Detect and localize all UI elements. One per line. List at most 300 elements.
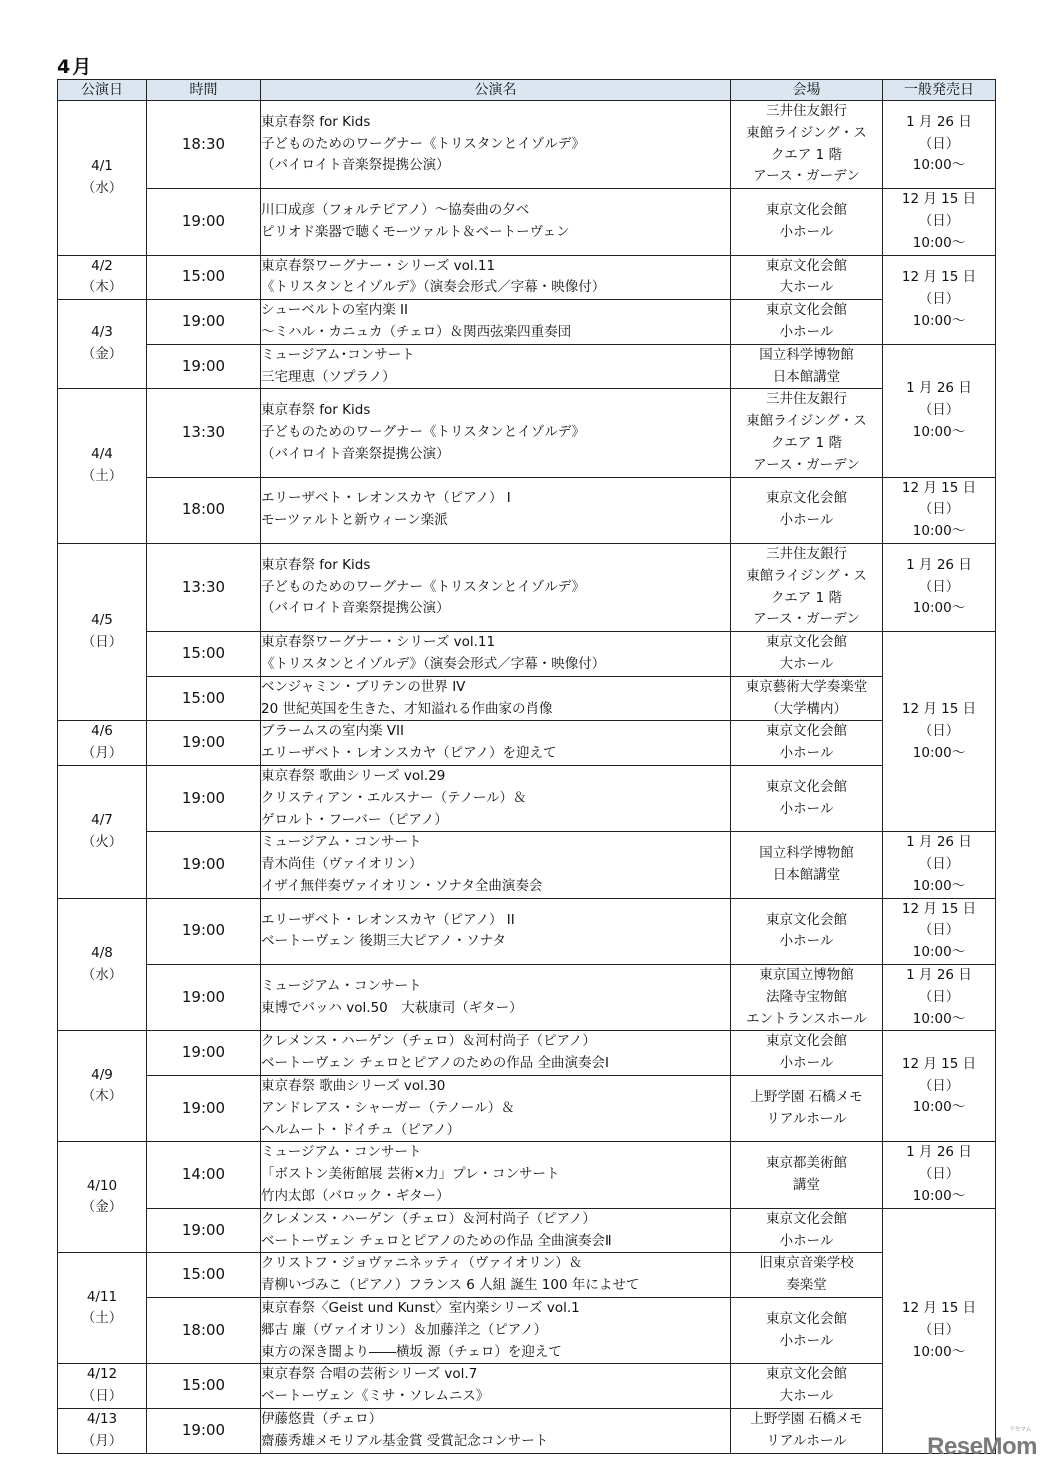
table-row <box>58 898 996 964</box>
venue-line: リアルホール <box>766 1110 847 1127</box>
table-row <box>58 255 996 300</box>
venue <box>731 189 883 255</box>
venue-line: 東京文化会館 <box>766 911 847 928</box>
venue <box>731 1253 883 1298</box>
performance-title <box>261 344 731 389</box>
venue-line: 小ホール <box>779 745 834 762</box>
venue-line: 国立科学博物館 <box>759 845 854 862</box>
performance-title-line: 20 世紀英国を生きた、才知溢れる作曲家の肖像 <box>261 700 553 717</box>
venue-line: リアルホール <box>766 1432 847 1449</box>
venue-line: 東京文化会館 <box>766 723 847 740</box>
performance-title-line: 伊藤悠貴（チェロ） <box>261 1411 383 1428</box>
performance-title <box>261 1208 731 1253</box>
venue <box>731 721 883 766</box>
performance-title <box>261 765 731 831</box>
venue <box>731 1142 883 1208</box>
performance-time: 19:00 <box>147 1031 261 1076</box>
performance-title-line: 子どものためのワーグナー《トリスタンとイゾルデ》 <box>261 424 585 441</box>
venue-line: 東京文化会館 <box>766 1310 847 1327</box>
general-sale-date-line: 1 月 26 日 <box>906 834 972 851</box>
general-sale-date-line: 12 月 15 日 <box>901 191 977 208</box>
venue-line: アース・ガーデン <box>753 611 860 628</box>
performance-time: 19:00 <box>147 965 261 1031</box>
venue-line: 小ホール <box>779 323 834 340</box>
performance-title-line: ベートーヴェン チェロとピアノのための作品 全曲演奏会Ⅱ <box>261 1232 612 1249</box>
performance-date-line: 4/6 <box>91 723 113 740</box>
performance-title-line: 東方の深き闇より――横坂 源（チェロ）を迎えて <box>261 1343 562 1360</box>
performance-title-line: 《トリスタンとイゾルデ》（演奏会形式／字幕・映像付） <box>261 655 606 672</box>
performance-title-line: クリスティアン・エルスナー（テノール）＆ <box>261 789 527 806</box>
venue <box>731 765 883 831</box>
venue-line: 小ホール <box>779 1055 834 1072</box>
performance-title-line: 竹内太郎（バロック・ギター） <box>261 1188 450 1205</box>
performance-date <box>58 101 147 256</box>
general-sale-date-line: 10:00～ <box>912 744 966 761</box>
general-sale-date-line: 10:00～ <box>912 1188 966 1205</box>
performance-title-line: アンドレアス・シャーガー（テノール）＆ <box>261 1099 515 1116</box>
table-row <box>58 1364 996 1409</box>
venue-line: 東京国立博物館 <box>759 967 854 984</box>
performance-title-line: 東京春祭 for Kids <box>261 113 371 130</box>
venue <box>731 1298 883 1364</box>
general-sale-date-line: 12 月 15 日 <box>901 701 977 718</box>
general-sale-date-line: 12 月 15 日 <box>901 1055 977 1072</box>
venue <box>731 300 883 345</box>
venue-line: 上野学園 石橋メモ <box>750 1088 863 1105</box>
header-row <box>58 80 996 101</box>
performance-time: 15:00 <box>147 632 261 677</box>
performance-title-line: 「ボストン美術館展 芸術×力」プレ・コンサート <box>261 1166 560 1183</box>
general-sale-date-line: （日） <box>918 1077 960 1094</box>
table-row <box>58 300 996 345</box>
venue-line: 東館ライジング・ス <box>746 413 867 430</box>
table-row <box>58 1076 996 1142</box>
performance-date-line: （土） <box>81 468 123 485</box>
venue-line: 三井住友銀行 <box>766 391 847 408</box>
performance-title-line: ゲロルト・フーバー（ピアノ） <box>261 811 448 828</box>
general-sale-date <box>883 632 996 832</box>
performance-title-line: 東京春祭ワーグナー・シリーズ vol.11 <box>261 634 496 651</box>
venue-line: 東館ライジング・ス <box>746 567 867 584</box>
performance-date <box>58 898 147 1031</box>
venue-line: 東京文化会館 <box>766 1210 847 1227</box>
table-row <box>58 101 996 189</box>
performance-title-line: 川口成彦（フォルテピアノ）～協奏曲の夕べ <box>261 202 530 219</box>
table-row <box>58 965 996 1031</box>
performance-date-line: 4/3 <box>91 324 113 341</box>
venue-line: 上野学園 石橋メモ <box>750 1411 863 1428</box>
venue-line: 大ホール <box>779 279 834 296</box>
general-sale-date-line: （日） <box>918 290 960 307</box>
venue-line: クエア 1 階 <box>771 146 842 163</box>
performance-title <box>261 1409 731 1454</box>
venue-line: 小ホール <box>779 933 834 950</box>
performance-date-line: （金） <box>81 346 123 363</box>
general-sale-date-line: 12 月 15 日 <box>901 1300 977 1317</box>
performance-title-line: （バイロイト音楽祭提携公演） <box>261 157 450 174</box>
performance-title <box>261 543 731 631</box>
venue-line: クエア 1 階 <box>771 589 842 606</box>
performance-date <box>58 300 147 389</box>
performance-title <box>261 832 731 898</box>
general-sale-date <box>883 101 996 189</box>
performance-time: 18:30 <box>147 101 261 189</box>
performance-title-line: 子どものためのワーグナー《トリスタンとイゾルデ》 <box>261 578 585 595</box>
table-row <box>58 1253 996 1298</box>
general-sale-date <box>883 344 996 477</box>
venue-line: 小ホール <box>779 800 834 817</box>
general-sale-date-line: （日） <box>918 856 960 873</box>
performance-date-line: 4/2 <box>91 257 113 274</box>
venue-line: 日本館講堂 <box>772 866 841 883</box>
general-sale-date-line: 10:00～ <box>912 157 966 174</box>
logo-ruby: リセマム <box>1009 1427 1031 1433</box>
general-sale-date-line: （日） <box>918 135 960 152</box>
venue-line: 小ホール <box>779 1332 834 1349</box>
performance-title-line: ベートーヴェン チェロとピアノのための作品 全曲演奏会Ⅰ <box>261 1055 610 1072</box>
general-sale-date-line: （日） <box>918 212 960 229</box>
general-sale-date <box>883 543 996 631</box>
performance-title-line: 東京春祭ワーグナー・シリーズ vol.11 <box>261 257 496 274</box>
venue <box>731 1076 883 1142</box>
performance-time: 19:00 <box>147 344 261 389</box>
venue-line: 三井住友銀行 <box>766 103 847 119</box>
performance-title-line: 東京春祭 for Kids <box>261 402 371 419</box>
performance-date-line: （火） <box>81 833 123 850</box>
table-row <box>58 477 996 543</box>
venue <box>731 676 883 721</box>
venue <box>731 1409 883 1454</box>
general-sale-date-line: 10:00～ <box>912 877 966 894</box>
venue-line: 奏楽堂 <box>786 1277 827 1294</box>
performance-title-line: モーツァルトと新ウィーン楽派 <box>261 512 448 529</box>
performance-title-line: 東京春祭 歌曲シリーズ vol.30 <box>261 1078 446 1095</box>
general-sale-date-line: 10:00～ <box>912 523 966 540</box>
general-sale-date-line: （日） <box>918 722 960 739</box>
table-header <box>58 80 996 101</box>
venue-line: アース・ガーデン <box>753 168 860 185</box>
table-row <box>58 1298 996 1364</box>
performance-date-line: 4/4 <box>91 446 113 463</box>
performance-title-line: 東京春祭 for Kids <box>261 556 371 573</box>
venue-line: 東京都美術館 <box>766 1155 847 1172</box>
performance-title-line: （バイロイト音楽祭提携公演） <box>261 445 450 462</box>
performance-title <box>261 965 731 1031</box>
performance-title <box>261 255 731 300</box>
performance-date-line: （日） <box>81 1388 123 1405</box>
performance-title <box>261 477 731 543</box>
performance-time: 19:00 <box>147 765 261 831</box>
table-row <box>58 1031 996 1076</box>
resemom-logo <box>927 1427 1037 1461</box>
performance-date-line: 4/9 <box>91 1066 113 1083</box>
performance-time: 18:00 <box>147 477 261 543</box>
general-sale-date-line: 12 月 15 日 <box>901 268 977 285</box>
performance-time: 19:00 <box>147 1208 261 1253</box>
performance-title-line: クリストフ・ジョヴァニネッティ（ヴァイオリン）＆ <box>261 1255 583 1272</box>
venue <box>731 389 883 477</box>
general-sale-date <box>883 832 996 898</box>
performance-title <box>261 676 731 721</box>
performance-title <box>261 300 731 345</box>
general-sale-date-line: 1 月 26 日 <box>906 379 972 396</box>
performance-time: 19:00 <box>147 1409 261 1454</box>
performance-title-line: ミュージアム・コンサート <box>261 834 422 851</box>
general-sale-date-line: （日） <box>918 401 960 418</box>
performance-title-line: ベンジャミン・ブリテンの世界 IV <box>261 678 466 695</box>
table-row <box>58 765 996 831</box>
venue-line: 東京文化会館 <box>766 1366 847 1383</box>
table-row <box>58 389 996 477</box>
performance-title-line: ピリオド楽器で聴くモーツァルト＆ベートーヴェン <box>261 223 570 240</box>
table-row <box>58 543 996 631</box>
logo-text: ReseMom <box>927 1433 1037 1460</box>
performance-title-line: 東京春祭 合唱の芸術シリーズ vol.7 <box>261 1366 478 1383</box>
venue-line: 東京文化会館 <box>766 778 847 795</box>
performance-title-line: イザイ無伴奏ヴァイオリン・ソナタ全曲演奏会 <box>261 877 543 894</box>
venue-line: 小ホール <box>779 1232 834 1249</box>
venue-line: 三井住友銀行 <box>766 545 847 562</box>
performance-date <box>58 721 147 766</box>
performance-date <box>58 1409 147 1454</box>
performance-title-line: 東京春祭〈Geist und Kunst〉室内楽シリーズ vol.1 <box>261 1300 580 1317</box>
column-header-time: 時間 <box>147 80 261 101</box>
venue-line: 東京文化会館 <box>766 490 847 507</box>
general-sale-date-line: 10:00～ <box>912 234 966 251</box>
venue-line: 東京文化会館 <box>766 257 847 274</box>
performance-time: 19:00 <box>147 189 261 255</box>
performance-date-line: （水） <box>81 179 123 196</box>
general-sale-date-line: 1 月 26 日 <box>906 967 972 984</box>
general-sale-date <box>883 1031 996 1142</box>
general-sale-date-line: 1 月 26 日 <box>906 1144 972 1161</box>
general-sale-date <box>883 477 996 543</box>
venue-line: 東館ライジング・ス <box>746 124 867 141</box>
performance-date-line: 4/10 <box>86 1177 118 1194</box>
venue-line: 法隆寺宝物館 <box>766 988 847 1005</box>
performance-time: 13:30 <box>147 543 261 631</box>
performance-date-line: 4/5 <box>91 612 113 629</box>
venue <box>731 255 883 300</box>
performance-date <box>58 1253 147 1364</box>
general-sale-date-line: 10:00～ <box>912 944 966 961</box>
performance-title <box>261 1253 731 1298</box>
performance-title <box>261 189 731 255</box>
performance-title-line: ヘルムート・ドイチュ（ピアノ） <box>261 1121 461 1138</box>
venue-line: アース・ガーデン <box>753 456 860 473</box>
column-header-date: 公演日 <box>58 80 147 101</box>
performance-date-line: 4/8 <box>91 944 113 961</box>
performance-date-line: （月） <box>81 745 123 762</box>
table-row <box>58 832 996 898</box>
venue-line: 国立科学博物館 <box>759 346 854 363</box>
performance-title-line: 齋藤秀雄メモリアル基金賞 受賞記念コンサート <box>261 1432 549 1449</box>
performance-title-line: エリーザベト・レオンスカヤ（ピアノ）を迎えて <box>261 745 557 762</box>
general-sale-date <box>883 965 996 1031</box>
column-header-venue: 会場 <box>731 80 883 101</box>
table-row <box>58 344 996 389</box>
venue-line: 小ホール <box>779 223 834 240</box>
performance-title <box>261 632 731 677</box>
performance-time: 15:00 <box>147 1364 261 1409</box>
performance-title <box>261 389 731 477</box>
venue-line: 講堂 <box>793 1177 820 1194</box>
general-sale-date-line: 10:00～ <box>912 1010 966 1027</box>
venue-line: 大ホール <box>779 1388 834 1405</box>
venue-line: 東京文化会館 <box>766 302 847 319</box>
table-body <box>58 101 996 1454</box>
performance-time: 15:00 <box>147 255 261 300</box>
table-row <box>58 1208 996 1253</box>
table-row <box>58 721 996 766</box>
table-row <box>58 676 996 721</box>
general-sale-date-line: （日） <box>918 501 960 518</box>
performance-title-line: 東博でバッハ vol.50 大萩康司（ギター） <box>261 999 523 1016</box>
performance-date <box>58 1364 147 1409</box>
performance-title-line: 子どものためのワーグナー《トリスタンとイゾルデ》 <box>261 135 585 152</box>
venue-line: 日本館講堂 <box>772 368 841 385</box>
venue <box>731 101 883 189</box>
venue <box>731 543 883 631</box>
performance-title <box>261 101 731 189</box>
performance-date <box>58 1031 147 1142</box>
performance-title <box>261 1142 731 1208</box>
performance-title-line: エリーザベト・レオンスカヤ（ピアノ） I <box>261 490 511 507</box>
general-sale-date-line: 1 月 26 日 <box>906 556 972 573</box>
general-sale-date <box>883 898 996 964</box>
performance-title-line: ベートーヴェン《ミサ・ソレムニス》 <box>261 1388 490 1405</box>
performance-time: 15:00 <box>147 1253 261 1298</box>
general-sale-date <box>883 189 996 255</box>
venue-line: 小ホール <box>779 512 834 529</box>
table-row <box>58 1142 996 1208</box>
performance-title-line: ベートーヴェン 後期三大ピアノ・ソナタ <box>261 933 506 950</box>
performance-title-line: クレメンス・ハーゲン（チェロ）＆河村尚子（ピアノ） <box>261 1210 596 1227</box>
month-title: 4月 <box>57 56 94 78</box>
venue <box>731 477 883 543</box>
general-sale-date-line: （日） <box>918 1321 960 1338</box>
performance-title <box>261 1364 731 1409</box>
venue-line: 東京文化会館 <box>766 1033 847 1050</box>
performance-date <box>58 389 147 544</box>
performance-date <box>58 765 147 898</box>
performance-date-line: （土） <box>81 1310 123 1327</box>
performance-date-line: 4/11 <box>86 1288 118 1305</box>
venue <box>731 898 883 964</box>
performance-date-line: （水） <box>81 966 123 983</box>
general-sale-date-line: 1 月 26 日 <box>906 113 972 130</box>
performance-title-line: 青木尚佳（ヴァイオリン） <box>261 856 423 873</box>
general-sale-date-line: 12 月 15 日 <box>901 479 977 496</box>
performance-date-line: （木） <box>81 279 123 296</box>
general-sale-date <box>883 1208 996 1453</box>
venue <box>731 965 883 1031</box>
column-header-title: 公演名 <box>261 80 731 101</box>
performance-date-line: （木） <box>81 1088 123 1105</box>
general-sale-date-line: （日） <box>918 988 960 1005</box>
performance-time: 13:30 <box>147 389 261 477</box>
performance-title <box>261 898 731 964</box>
performance-time: 19:00 <box>147 832 261 898</box>
general-sale-date-line: 10:00～ <box>912 1343 966 1360</box>
venue <box>731 1031 883 1076</box>
general-sale-date-line: 12 月 15 日 <box>901 900 977 917</box>
performance-title-line: クレメンス・ハーゲン（チェロ）＆河村尚子（ピアノ） <box>261 1033 596 1050</box>
table-row <box>58 1409 996 1454</box>
general-sale-date-line: 10:00～ <box>912 312 966 329</box>
venue <box>731 632 883 677</box>
venue-line: 東京文化会館 <box>766 202 847 219</box>
performance-title-line: シューベルトの室内楽 II <box>261 302 408 319</box>
performance-title-line: 青柳いづみこ（ピアノ）フランス 6 人組 誕生 100 年によせて <box>261 1277 640 1294</box>
venue-line: エントランスホール <box>746 1010 867 1027</box>
performance-title-line: ～ミハル・カニュカ（チェロ）＆関西弦楽四重奏団 <box>261 323 572 340</box>
general-sale-date-line: 10:00～ <box>912 1099 966 1116</box>
performance-title-line: ミュージアム・コンサート <box>261 1144 422 1161</box>
performance-title-line: 東京春祭 歌曲シリーズ vol.29 <box>261 767 446 784</box>
performance-title-line: 郷古 廉（ヴァイオリン）＆加藤洋之（ピアノ） <box>261 1321 548 1338</box>
performance-time: 19:00 <box>147 721 261 766</box>
general-sale-date-line: 10:00～ <box>912 423 966 440</box>
performance-time: 18:00 <box>147 1298 261 1364</box>
general-sale-date-line: （日） <box>918 578 960 595</box>
performance-time: 19:00 <box>147 300 261 345</box>
performance-date-line: （金） <box>81 1199 123 1216</box>
performance-title-line: ミュージアム・コンサート <box>261 977 422 994</box>
performance-date-line: （日） <box>81 634 123 651</box>
performance-title-line: ミュージアム･コンサート <box>261 346 415 363</box>
venue-line: クエア 1 階 <box>771 434 842 451</box>
performance-title-line: エリーザベト・レオンスカヤ（ピアノ） II <box>261 911 515 928</box>
performance-time: 19:00 <box>147 1076 261 1142</box>
performance-title <box>261 1076 731 1142</box>
performance-title-line: （バイロイト音楽祭提携公演） <box>261 600 450 617</box>
performance-title <box>261 721 731 766</box>
performance-title-line: 《トリスタンとイゾルデ》（演奏会形式／字幕・映像付） <box>261 279 606 296</box>
general-sale-date-line: （日） <box>918 1166 960 1183</box>
general-sale-date-line: 10:00～ <box>912 600 966 617</box>
performance-title-line: ブラームスの室内楽 VII <box>261 723 404 740</box>
performance-title <box>261 1031 731 1076</box>
performance-date-line: 4/7 <box>91 812 113 828</box>
table-row <box>58 189 996 255</box>
performance-date <box>58 543 147 720</box>
venue <box>731 344 883 389</box>
general-sale-date-line: （日） <box>918 922 960 939</box>
performance-time: 15:00 <box>147 676 261 721</box>
table-row <box>58 632 996 677</box>
performance-date-line: （月） <box>81 1432 123 1449</box>
performance-date <box>58 1142 147 1253</box>
venue-line: 東京文化会館 <box>766 634 847 651</box>
venue-line: （大学構内） <box>766 700 847 717</box>
venue-line: 東京藝術大学奏楽堂 <box>745 678 868 695</box>
venue-line: 旧東京音楽学校 <box>759 1255 854 1272</box>
venue <box>731 1208 883 1253</box>
performance-time: 14:00 <box>147 1142 261 1208</box>
venue <box>731 832 883 898</box>
general-sale-date <box>883 255 996 344</box>
general-sale-date <box>883 1142 996 1208</box>
performance-title-line: 三宅理恵（ソプラノ） <box>261 368 396 385</box>
performance-time: 19:00 <box>147 898 261 964</box>
performance-date-line: 4/12 <box>86 1366 118 1383</box>
venue-line: 大ホール <box>779 655 834 672</box>
venue <box>731 1364 883 1409</box>
performance-date-line: 4/1 <box>91 157 113 174</box>
performance-date-line: 4/13 <box>86 1411 118 1428</box>
performance-date <box>58 255 147 300</box>
